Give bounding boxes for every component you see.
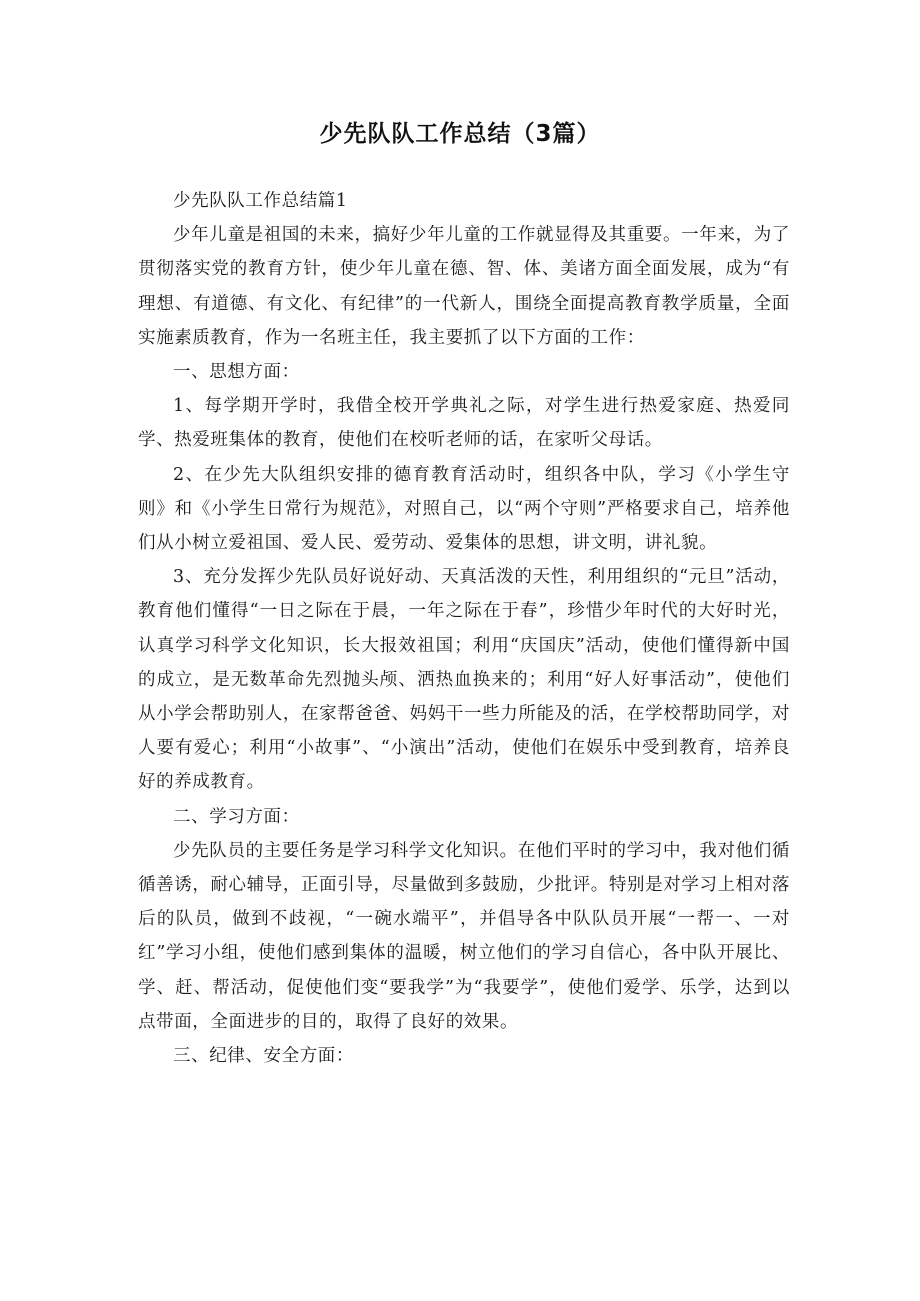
ideology-item-2: 2、在少先大队组织安排的德育教育活动时，组织各中队，学习《小学生守则》和《小学生日常行为规范》，对照自己，以“两个守则”严格要求自己，培养他们从小树立爱祖国、爱人民、爱劳动、爱集体的思想，讲文明，讲礼貌。 [138,464,790,554]
section-subtitle: 少先队队工作总结篇1 [173,191,348,211]
section-heading-ideology: 一、思想方面： [173,362,300,383]
document-title: 少先队队工作总结（3篇） [319,121,601,147]
document-body [138,184,790,1073]
ideology-item-1: 1、每学期开学时，我借全校开学典礼之际，对学生进行热爱家庭、热爱同学、热爱班集体的教育，使他们在校听老师的话，在家听父母话。 [138,396,790,451]
section-heading-discipline: 三、纪律、安全方面： [173,1046,354,1067]
intro-paragraph: 少年儿童是祖国的未来，搞好少年儿童的工作就显得及其重要。一年来，为了贯彻落实党的教育方针，使少年儿童在德、智、体、美诸方面全面发展，成为“有理想、有道德、有文化、有纪律”的一代新人，围绕全面提高教育教学质量，全面实施素质教育，作为一名班主任，我主要抓了以下方面的工作： [138,225,790,348]
study-paragraph: 少先队员的主要任务是学习科学文化知识。在他们平时的学习中，我对他们循循善诱，耐心辅导，正面引导，尽量做到多鼓励，少批评。特别是对学习上相对落后的队员，做到不歧视，“一碗水端平”，并倡导各中队队员开展“一帮一、一对红”学习小组，使他们感到集体的温暖，树立他们的学习自信心，各中队开展比、学、赶、帮活动，促使他们变“要我学”为“我要学”，使他们爱学、乐学，达到以点带面，全面进步的目的，取得了良好的效果。 [138,840,790,1032]
section-heading-study: 二、学习方面： [173,806,300,827]
ideology-item-3: 3、充分发挥少先队员好说好动、天真活泼的天性，利用组织的“元旦”活动，教育他们懂得“一日之际在于晨，一年之际在于春”，珍惜少年时代的大好时光，认真学习科学文化知识，长大报效祖国；利用“庆国庆”活动，使他们懂得新中国的成立，是无数革命先烈抛头颅、洒热血换来的；利用“好人好事活动”，使他们从小学会帮助别人，在家帮爸爸、妈妈干一些力所能及的活，在学校帮助同学，对人要有爱心；利用“小故事”、“小演出”活动，使他们在娱乐中受到教育，培养良好的养成教育。 [138,567,790,793]
